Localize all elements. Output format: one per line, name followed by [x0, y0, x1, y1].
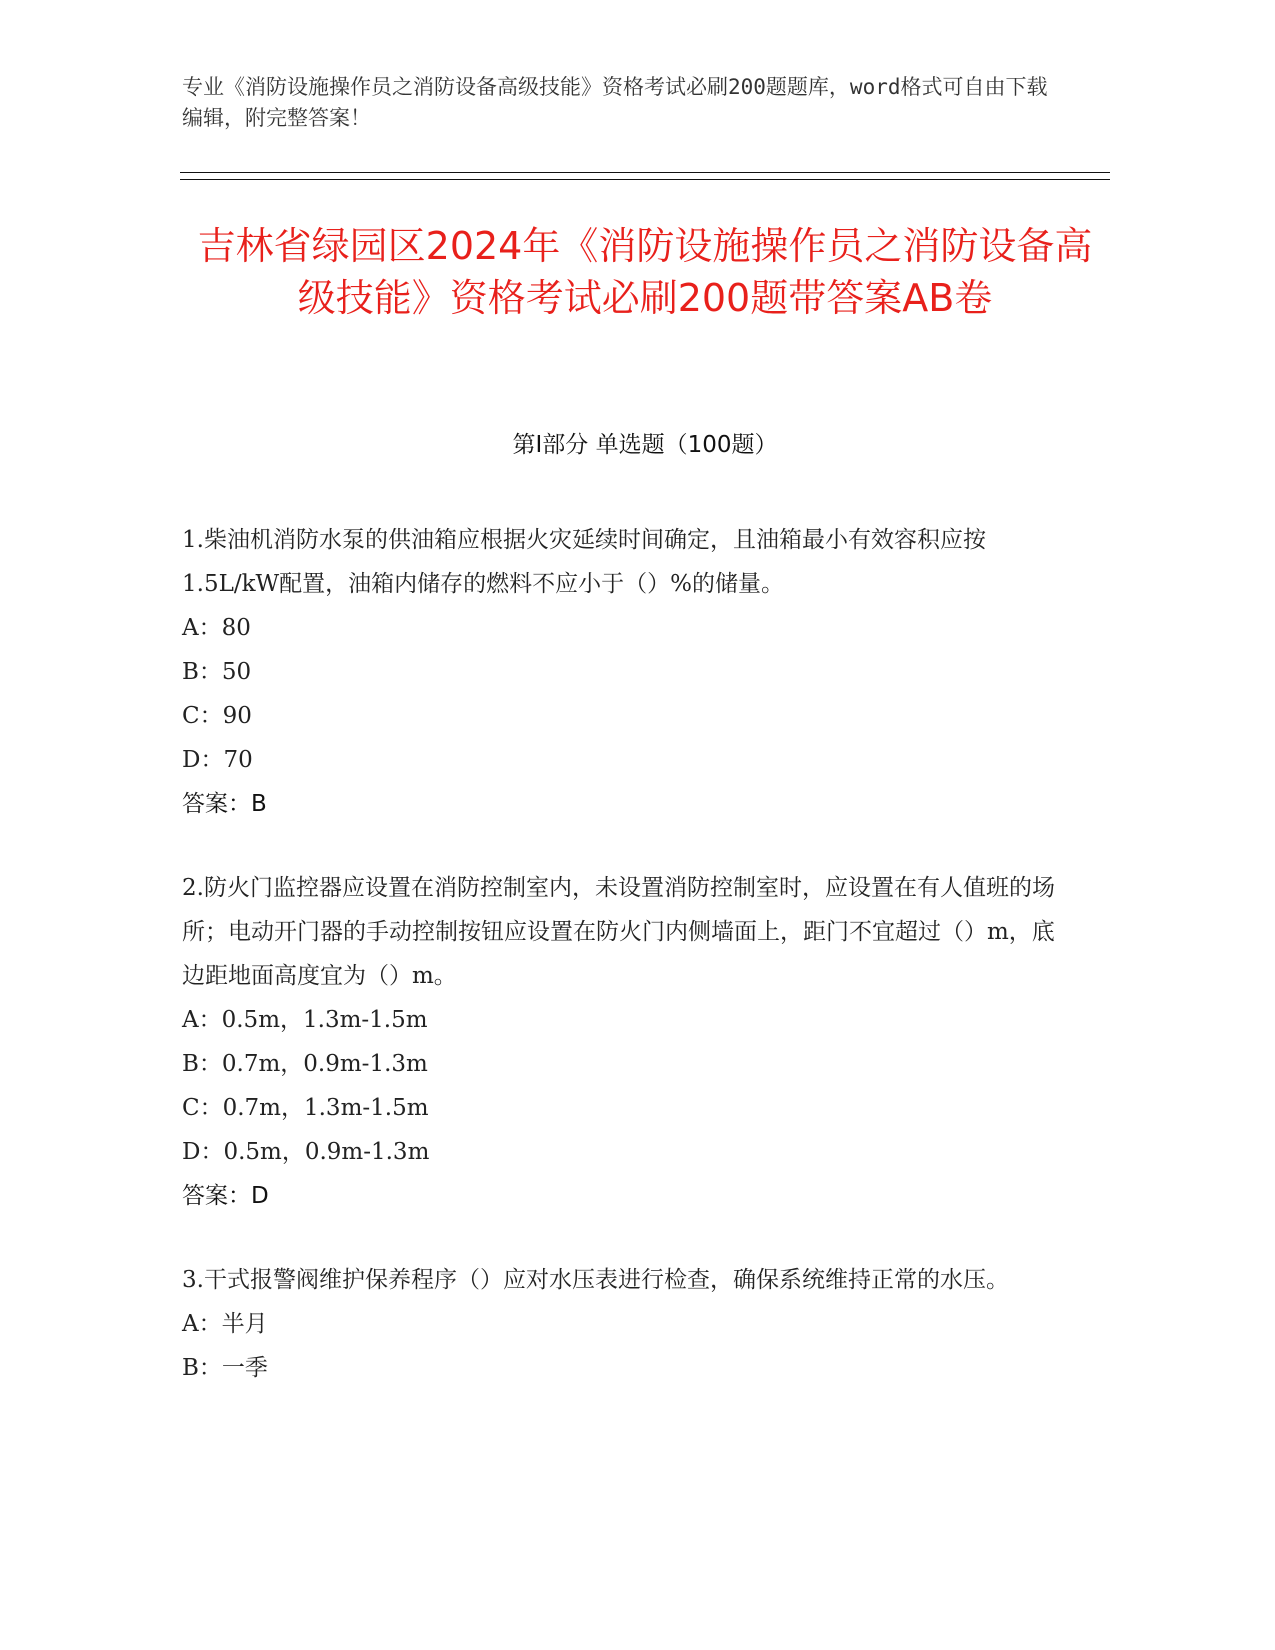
option-c: C：90: [182, 703, 252, 729]
option-a: A：0.5m，1.3m-1.5m: [182, 1007, 428, 1033]
header-divider-top: [180, 172, 1110, 173]
question-2: [182, 866, 1062, 1218]
question-3: [182, 1258, 1062, 1390]
question-list: [182, 518, 1062, 1430]
option-a: A：半月: [182, 1311, 268, 1337]
option-c: C：0.7m，1.3m-1.5m: [182, 1095, 429, 1121]
option-a: A：80: [182, 615, 251, 641]
question-stem: 2.防火门监控器应设置在消防控制室内，未设置消防控制室时，应设置在有人值班的场所；电动开门器的手动控制按钮应设置在防火门内侧墙面上，距门不宜超过（）m，底边距地面高度宜为（）m。: [182, 875, 1055, 989]
option-b: B：50: [182, 659, 252, 685]
header-note: 专业《消防设施操作员之消防设备高级技能》资格考试必刷200题题库，word格式可自由下载编辑，附完整答案！: [182, 75, 1048, 130]
option-d: D：70: [182, 747, 253, 773]
option-list: [182, 1302, 1062, 1390]
document-title: 吉林省绿园区2024年《消防设施操作员之消防设备高级技能》资格考试必刷200题带答案AB卷: [197, 224, 1093, 320]
question-stem: 3.干式报警阀维护保养程序（）应对水压表进行检查，确保系统维持正常的水压。: [182, 1267, 1009, 1293]
question-stem: 1.柴油机消防水泵的供油箱应根据火灾延续时间确定，且油箱最小有效容积应按1.5L/kW配置，油箱内储存的燃料不应小于（）%的储量。: [182, 527, 986, 597]
option-d: D：0.5m，0.9m-1.3m: [182, 1139, 430, 1165]
answer-line: 答案：B: [182, 791, 267, 817]
option-list: [182, 606, 1062, 782]
answer-line: 答案：D: [182, 1183, 269, 1209]
option-b: B：一季: [182, 1355, 268, 1381]
section-title: 第Ⅰ部分 单选题（100题）: [512, 432, 778, 458]
header-divider-bottom: [180, 179, 1110, 180]
question-1: [182, 518, 1062, 826]
option-b: B：0.7m，0.9m-1.3m: [182, 1051, 428, 1077]
option-list: [182, 998, 1062, 1174]
